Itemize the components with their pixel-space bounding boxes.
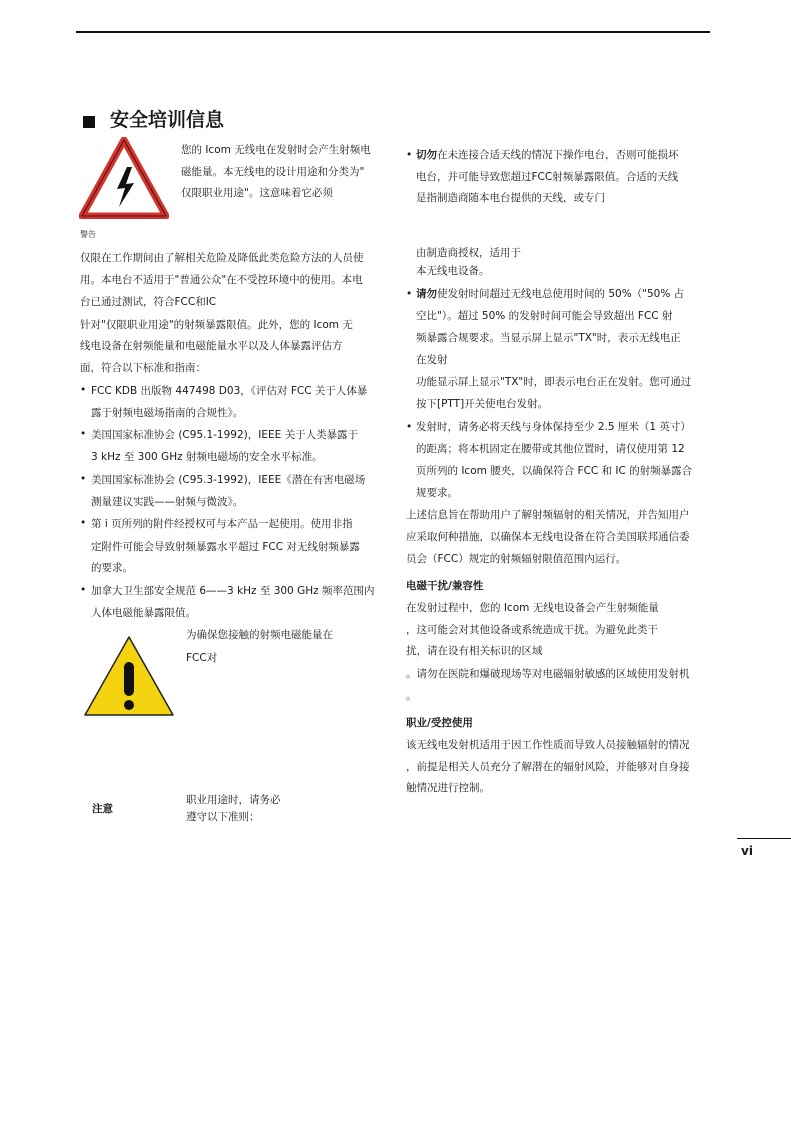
occ-line: ，前提是相关人员充分了解潜在的辐射风险，并能够对自身接	[406, 761, 690, 773]
warning-label: 警告	[80, 230, 96, 239]
bullet-line: 的要求。	[91, 562, 133, 574]
occ-line: 触情况进行控制。	[406, 782, 490, 794]
para-line: 台已通过测试，符合FCC和IC	[80, 296, 217, 308]
intro-line-2: 磁能量。本无线电的设计用途和分类为"	[181, 166, 365, 178]
bullet-dot: •	[80, 517, 87, 529]
caution-text-2: 遵守以下准则：	[186, 811, 260, 823]
section-title: 安全培训信息	[110, 109, 225, 131]
emc-line: 扰，请在设有相关标识的区域	[406, 645, 543, 657]
bullet-line: 电台，并可能导致您超过FCC射频暴露限值。合适的天线	[416, 171, 679, 183]
section-bullet	[83, 116, 95, 128]
bold-keyword: 请勿	[416, 288, 437, 300]
bullet-line: 功能显示屏上显示"TX"时，即表示电台正在发射。您可通过	[416, 376, 692, 388]
bullet-dot: •	[80, 384, 87, 396]
summary-line: 员会（FCC）规定的射频辐射限值范围内运行。	[406, 553, 627, 565]
bullet-dot: •	[406, 149, 413, 161]
bullet-line: 的距离；将本机固定在腰带或其他位置时，请仅使用第 12	[416, 443, 685, 455]
bullet-line: 露于射频电磁场指南的合规性》。	[91, 407, 244, 419]
cont-line: 由制造商授权，适用于	[416, 247, 521, 259]
bullet-line: 第 i 页所列的附件经授权可与本产品一起使用。使用非指	[91, 518, 353, 530]
summary-line: 应采取何种措施，以确保本无线电设备在符合美国联邦通信委	[406, 531, 690, 543]
bullet-line: 美国国家标准协会 (C95.3-1992)，IEEE《潜在有害电磁场	[91, 474, 366, 486]
bullet-dot: •	[406, 288, 413, 300]
bullet-line: 人体电磁能暴露限值。	[91, 607, 196, 619]
bullet-line: 频暴露合规要求。当显示屏上显示"TX"时，表示无线电正	[416, 332, 681, 344]
bullet-dot: •	[80, 584, 87, 596]
bold-keyword: 切勿	[416, 149, 437, 161]
emc-line: 。请勿在医院和爆破现场等对电磁辐射敏感的区域使用发射机	[406, 668, 690, 680]
para-line: 仅限在工作期间由了解相关危险及降低此类危险方法的人员使	[80, 252, 364, 264]
bullet-line: 规要求。	[416, 487, 458, 499]
header-rule	[76, 31, 710, 33]
bullet-text: 使发射时间超过无线电总使用时间的 50%（"50% 占	[437, 288, 685, 300]
emc-line: 。	[406, 690, 417, 702]
cont-line: 本无线电设备。	[416, 265, 490, 277]
bullet-line	[416, 147, 679, 163]
emc-line: 在发射过程中，您的 Icom 无线电设备会产生射频能量	[406, 602, 659, 614]
bullet-text: 在未连接合适天线的情况下操作电台，否则可能损坏	[437, 149, 679, 161]
emc-heading: 电磁干扰/兼容性	[406, 580, 484, 592]
bullet-line: 3 kHz 至 300 GHz 射频电磁场的安全水平标准。	[91, 451, 323, 463]
para-line: 针对"仅限职业用途"的射频暴露限值。此外，您的 Icom 无	[80, 319, 353, 331]
intro-line-3: 仅限职业用途"。这意味着它必须	[181, 187, 333, 199]
bullet-line: 是指制造商随本电台提供的天线，或专门	[416, 192, 605, 204]
caution-text: FCC对	[186, 652, 218, 664]
caution-label: 注意	[92, 803, 113, 815]
bullet-line: 按下[PTT]开关使电台发射。	[416, 398, 549, 410]
bullet-line: 页所列的 Icom 腰夹，以确保符合 FCC 和 IC 的射频暴露合	[416, 465, 693, 477]
bullet-line: 测量建议实践——射频与微波》。	[91, 496, 244, 508]
caution-text-2: 职业用途时，请务必	[186, 794, 281, 806]
summary-line: 上述信息旨在帮助用户了解射频辐射的相关情况，并告知用户	[406, 509, 690, 521]
page-number: vi	[741, 844, 753, 858]
bullet-line: 加拿大卫生部安全规范 6——3 kHz 至 300 GHz 频率范围内	[91, 585, 375, 597]
bullet-line: 发射时，请务必将天线与身体保持至少 2.5 厘米（1 英寸）	[416, 421, 691, 433]
bullet-dot: •	[406, 421, 413, 433]
footer-rule	[737, 838, 791, 839]
para-line: 用。本电台不适用于"普通公众"在不受控环境中的使用。本电	[80, 274, 363, 286]
electric-warning-icon	[79, 137, 169, 219]
intro-line-1: 您的 Icom 无线电在发射时会产生射频电	[181, 144, 371, 156]
caution-icon	[82, 634, 176, 718]
occupational-heading: 职业/受控使用	[406, 717, 473, 729]
bullet-line: 空比"）。超过 50% 的发射时间可能会导致超出 FCC 射	[416, 310, 673, 322]
bullet-line: FCC KDB 出版物 447498 D03，《评估对 FCC 关于人体暴	[91, 385, 368, 397]
bullet-dot: •	[80, 428, 87, 440]
occ-line: 该无线电发射机适用于因工作性质而导致人员接触辐射的情况	[406, 739, 690, 751]
para-line: 线电设备在射频能量和电磁能量水平以及人体暴露评估方	[80, 340, 343, 352]
para-line: 面，符合以下标准和指南：	[80, 362, 206, 374]
bullet-line: 在发射	[416, 354, 448, 366]
caution-text: 为确保您接触的射频电磁能量在	[186, 629, 333, 641]
bullet-dot: •	[80, 473, 87, 485]
bullet-line: 美国国家标准协会 (C95.1-1992)，IEEE 关于人类暴露于	[91, 429, 359, 441]
emc-line: ，这可能会对其他设备或系统造成干扰。为避免此类干	[406, 624, 658, 636]
bullet-line	[416, 286, 684, 302]
bullet-line: 定附件可能会导致射频暴露水平超过 FCC 对无线射频暴露	[91, 541, 360, 553]
